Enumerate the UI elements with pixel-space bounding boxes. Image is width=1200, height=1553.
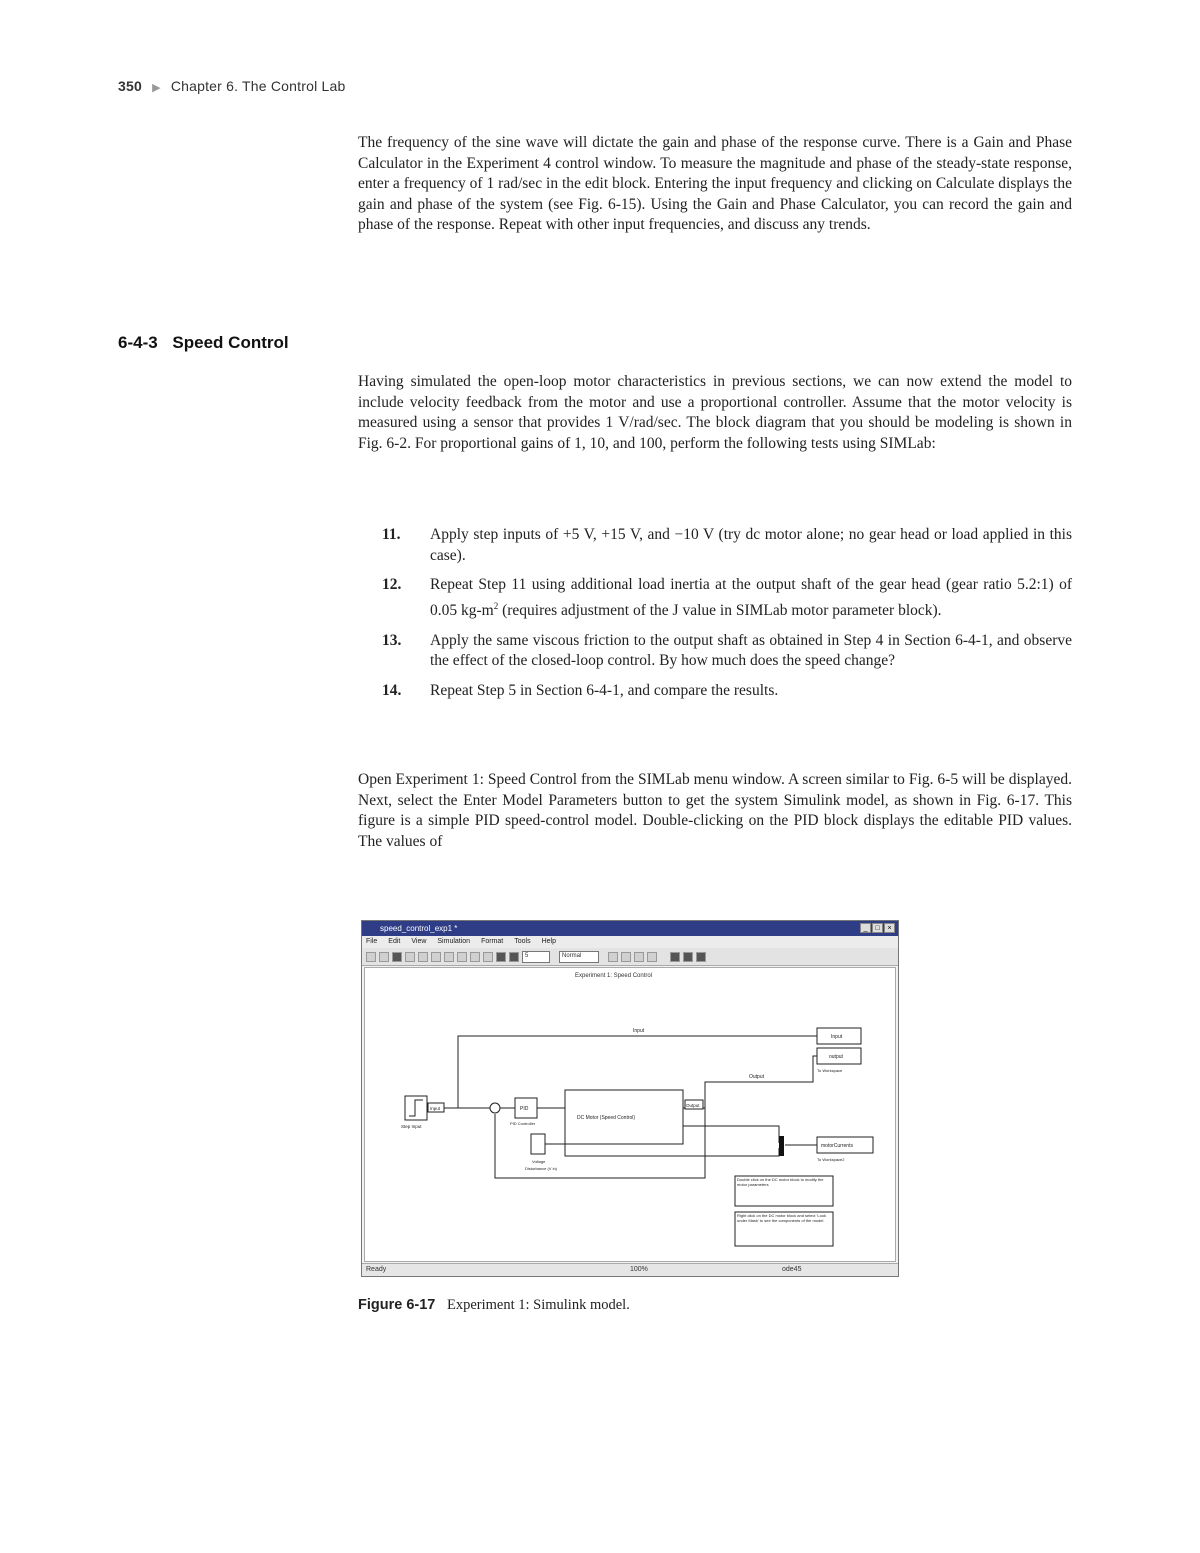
play-icon[interactable]	[496, 952, 506, 962]
menu-tools[interactable]: Tools	[514, 938, 531, 945]
ws1-label: Input	[831, 1034, 843, 1040]
step-text: Apply step inputs of +5 V, +15 V, and −10 V (try dc motor alone; no gear head or load applied in this case).	[430, 526, 1072, 564]
minimize-icon[interactable]: _	[860, 923, 871, 933]
sum-block[interactable]	[490, 1103, 500, 1113]
close-icon[interactable]: ×	[884, 923, 895, 933]
output-tag	[685, 1100, 703, 1109]
section-number: 6-4-3	[118, 333, 158, 352]
pid-block[interactable]	[510, 1098, 537, 1126]
step-item	[382, 681, 1072, 702]
simulink-screenshot	[361, 920, 899, 1277]
section-title: Speed Control	[172, 333, 289, 352]
dc-motor-block[interactable]	[565, 1090, 683, 1144]
debug-icon[interactable]	[634, 952, 644, 962]
note2-text: Right click on the DC motor block and select 'Look under Mask' to see the components of the model	[737, 1213, 827, 1223]
pid-label: PID	[520, 1106, 529, 1112]
mux-block[interactable]	[779, 1136, 784, 1156]
disturbance-label: Voltage	[532, 1159, 546, 1164]
input-tag-label: Input	[430, 1106, 441, 1111]
step-number: 13.	[382, 631, 402, 649]
open-icon[interactable]	[379, 952, 389, 962]
step-item	[382, 631, 1072, 672]
paragraph-gain-phase: The frequency of the sine wave will dictate the gain and phase of the response curve. There is a Gain and Phase Calculator in the Experiment 4 control window. To measure the magnitude and phase of the steady-state response, enter a frequency of 1 rad/sec in the edit block. Entering the input frequency and clicking on Calculate displays the gain and phase of the system (see Fig. 6-15). Using the Gain and Phase Calculator, you can record the gain and phase of the response. Repeat with other input frequencies, and discuss any trends.	[358, 134, 1072, 234]
superscript: 2	[493, 600, 499, 611]
status-solver: ode45	[782, 1266, 802, 1273]
sim-mode-select[interactable]: Normal	[559, 951, 599, 963]
library-icon[interactable]	[608, 952, 618, 962]
ws3-sub-label: To Workspace2	[817, 1157, 845, 1162]
block-icon[interactable]	[670, 952, 680, 962]
menu-bar	[362, 936, 898, 948]
disturbance-block[interactable]	[525, 1134, 558, 1171]
undo-icon[interactable]	[457, 952, 467, 962]
menu-format[interactable]: Format	[481, 938, 504, 945]
output-tag-label: Output	[686, 1103, 700, 1108]
window-title: speed_control_exp1 *	[380, 924, 458, 933]
diagram-title: Experiment 1: Speed Control	[575, 973, 653, 979]
print-icon[interactable]	[405, 952, 415, 962]
save-icon[interactable]	[392, 952, 402, 962]
pid-sub-label: PID Controller	[510, 1121, 536, 1126]
step-item	[382, 525, 1072, 566]
note-box-2	[735, 1212, 833, 1246]
config-icon[interactable]	[696, 952, 706, 962]
step-text: Repeat Step 11 using additional load inertia at the output shaft of the gear head (gear ratio 5.2:1) of 0.05 kg-m	[430, 576, 1072, 619]
caption-text: Experiment 1: Simulink model.	[446, 1297, 630, 1313]
diagram-canvas[interactable]	[364, 967, 896, 1262]
input-tag	[428, 1103, 444, 1112]
step-input-block[interactable]	[401, 1096, 427, 1129]
window-titlebar	[362, 921, 898, 936]
menu-help[interactable]: Help	[541, 938, 556, 945]
menu-view[interactable]: View	[411, 938, 427, 945]
menu-edit[interactable]: Edit	[388, 938, 401, 945]
running-head	[118, 78, 345, 94]
arrow-icon: ▶	[152, 82, 161, 94]
stop-time-input[interactable]: 5	[522, 951, 550, 963]
dc-motor-label: DC Motor (Speed Control)	[577, 1115, 636, 1121]
explorer-icon[interactable]	[621, 952, 631, 962]
status-left: Ready	[366, 1266, 387, 1273]
menu-file[interactable]: File	[366, 938, 378, 945]
copy-icon[interactable]	[431, 952, 441, 962]
model-icon[interactable]	[683, 952, 693, 962]
step-number: 14.	[382, 681, 402, 699]
zoom-icon[interactable]	[647, 952, 657, 962]
paste-icon[interactable]	[444, 952, 454, 962]
step-label: Step Input	[401, 1124, 422, 1129]
step-list	[382, 525, 1072, 710]
note1-text: Double click on the DC motor block to modify the motor parameters	[737, 1177, 824, 1187]
cut-icon[interactable]	[418, 952, 428, 962]
to-workspace2-block[interactable]	[817, 1137, 873, 1162]
up-icon[interactable]	[483, 952, 493, 962]
section-heading	[118, 333, 289, 353]
maximize-icon[interactable]: □	[872, 923, 883, 933]
to-workspace-block[interactable]	[817, 1048, 861, 1073]
ws2-sub-label: To Workspace	[817, 1068, 843, 1073]
step-text: Repeat Step 5 in Section 6-4-1, and compare the results.	[430, 681, 779, 699]
disturbance-sub-label: Disturbance (V in)	[525, 1166, 558, 1171]
block-diagram	[365, 968, 895, 1261]
paragraph-speed-control: Having simulated the open-loop motor characteristics in previous sections, we can now extend the model to include velocity feedback from the motor and use a proportional controller. Assume that the motor velocity is measured using a sensor that provides 1 V/rad/sec. The block diagram that you should be modeling is shown in Fig. 6-2. For proportional gains of 1, 10, and 100, perform the following tests using SIMLab:	[358, 373, 1072, 452]
ws2-label: output	[829, 1054, 843, 1060]
menu-simulation[interactable]: Simulation	[437, 938, 471, 945]
stop-icon[interactable]	[509, 952, 519, 962]
step-item	[382, 575, 1072, 621]
chapter-title: Chapter 6. The Control Lab	[170, 78, 346, 94]
signal-input-label: Input	[633, 1028, 645, 1034]
step-text: Apply the same viscous friction to the output shaft as obtained in Step 4 in Section 6-4-1, and observe the effect of the closed-loop control. By how much does the speed change?	[430, 631, 1072, 670]
note-box-1	[735, 1176, 833, 1206]
figure-caption	[358, 1297, 630, 1314]
signal-output-label: Output	[749, 1074, 765, 1080]
wire-plant-mux1	[683, 1126, 779, 1143]
redo-icon[interactable]	[470, 952, 480, 962]
wire-mux2	[565, 1144, 779, 1156]
status-zoom: 100%	[630, 1266, 648, 1273]
paragraph-open-experiment: Open Experiment 1: Speed Control from the SIMLab menu window. A screen similar to Fig. 6-5 will be displayed. Next, select the Enter Model Parameters button to get the system Simulink model, as shown in Fig. 6-17. This figure is a simple PID speed-control model. Double-clicking on the PID block displays the editable PID values. The values of	[358, 771, 1072, 850]
step-number: 11.	[382, 526, 401, 543]
ws3-label: motorCurrents	[821, 1143, 853, 1149]
step-text-cont: (requires adjustment of the J value in SIMLab motor parameter block).	[498, 601, 942, 619]
toolbar	[362, 948, 898, 966]
step-number: 12.	[382, 576, 402, 594]
status-bar	[362, 1263, 898, 1276]
new-icon[interactable]	[366, 952, 376, 962]
page-number: 350	[118, 78, 142, 94]
figure-label: Figure 6-17	[358, 1297, 436, 1313]
